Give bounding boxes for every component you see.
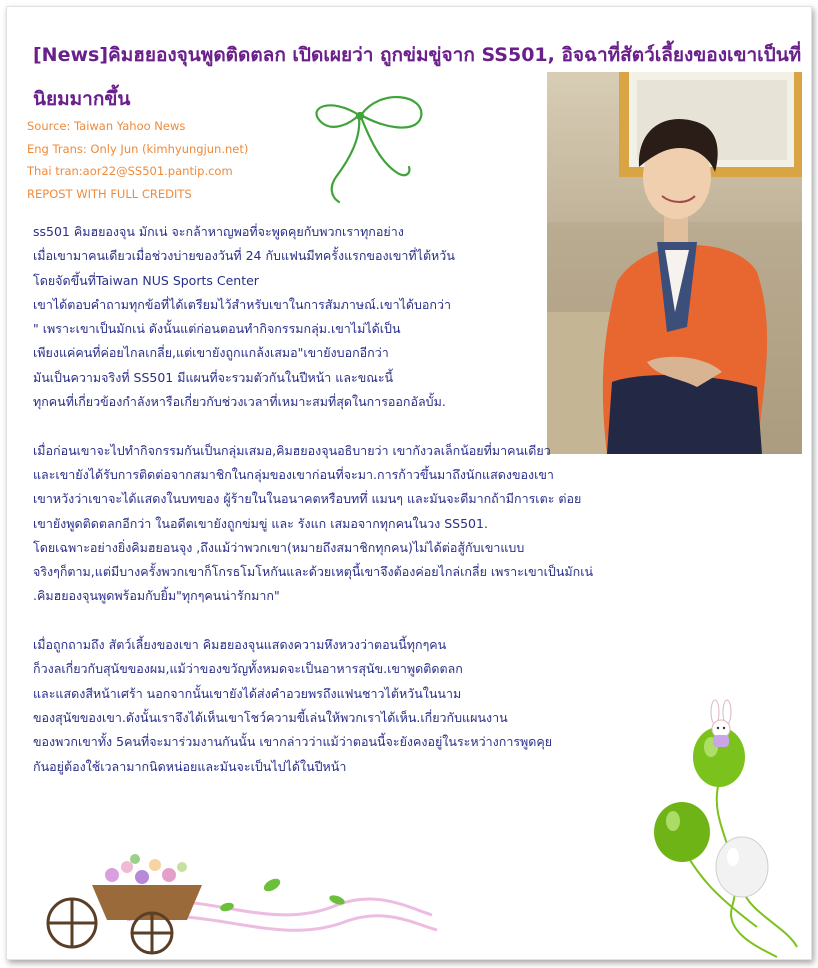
flower-icons [105, 854, 187, 884]
article-body [33, 220, 693, 779]
paragraph-3 [33, 633, 693, 779]
credit-source: Source: Taiwan Yahoo News [27, 119, 186, 133]
text-line: จริงๆก็ตาม,แต่มีบางครั้งพวกเขาก็โกรธโมโหกันและด้วยเหตุนี้เขาจึงต้องค่อยไกล่เกลี่ย เพราะเขาเป็นมักเน่ [33, 564, 594, 580]
text-line: " เพราะเขาเป็นมักเน่ ดังนั้นแต่ก่อนตอนทำกิจกรรมกลุ่ม.เขาไม่ได้เป็น [33, 321, 401, 337]
paragraph-2 [33, 439, 693, 609]
text-line: เมื่อเขามาคนเดียวเมื่อช่วงบ่ายของวันที่ 24 กับแฟนมีทครั้งแรกของเขาที่ไต้หวัน [33, 248, 455, 264]
text-line: เมื่อก่อนเขาจะไปทำกิจกรรมกันเป็นกลุ่มเสมอ,คิมฮยองจุนอธิบายว่า เขากังวลเล็กน้อยที่มาคนเดียว [33, 442, 551, 458]
text-line: .คิมฮยองจุนพูดพร้อมกับยิ้ม"ทุกๆคนน่ารักมาก" [33, 588, 280, 604]
bunny-icon [711, 700, 731, 747]
paragraph-gap [33, 609, 693, 633]
text-line: ของพวกเขาทั้ง 5คนที่จะมาร่วมงานกันนั้น เขากล่าวว่าแม้ว่าตอนนี้จะยังคงอยู่ในระหว่างการพูดคุย [33, 734, 553, 750]
text-line: และแสดงสีหน้าเศร้า นอกจากนั้นเขายังได้ส่งคำอวยพรถึงแฟนชาวไต้หวันในนาม [33, 685, 462, 701]
article-page [6, 6, 812, 960]
credits-block [27, 115, 248, 205]
text-line: โดยจัดขึ้นที่Taiwan NUS Sports Center [33, 272, 259, 288]
text-line: และเขายังได้รับการติดต่อจากสมาชิกในกลุ่มของเขาก่อนที่จะมา.การก้าวขึ้นมาถึงนักแสดงของเขา [33, 466, 554, 482]
paragraph-gap [33, 414, 693, 438]
text-line: มันเป็นความจริงที่ SS501 มีแผนที่จะรวมตัวกันในปีหน้า และขณะนี้ [33, 369, 394, 385]
text-line: เขาหวังว่าเขาจะได้แสดงในบทของ ผู้ร้ายในในอนาคตหรือบททึ่ แมนๆ และมันจะดีมากถ้ามีการเตะ ต่อย [33, 491, 582, 507]
green-ribbon-bow-icon [301, 77, 441, 207]
text-line: ss501 คิมฮยองจุน มักเน่ จะกล้าหาญพอที่จะพูดคุยกับพวกเราทุกอย่าง [33, 224, 404, 239]
credit-repost-notice: REPOST WITH FULL CREDITS [27, 186, 192, 201]
text-line: ก็วงลเกี่ยวกับสุนัขของผม,แม้ว่าของขวัญทั้งหมดจะเป็นอาหารสุนัข.เขาพูดติดตลก [33, 661, 463, 677]
flower-cart-illustration [37, 845, 447, 960]
text-line: เพียงแค่คนที่ค่อยไกลเกลี่ย,แต่เขายังถูกแกล้งเสมอ"เขายังบอกอีกว่า [33, 345, 389, 361]
text-line: กันอยู่ต้องใช้เวลามากนิดหน่อยและมันจะเป็นไปได้ในปีหน้า [33, 758, 347, 774]
text-line: เขายังพูดติดตลกอีกว่า ในอดีตเขายังถูกข่มขู่ และ รังแก เสมอจากทุกคนในวง SS501. [33, 515, 488, 531]
white-balloon-icon [716, 837, 768, 897]
text-line: โดยเฉพาะอย่างยิ่งคิมฮยอนจุง ,ถึงแม้ว่าพวกเขา(หมายถึงสมาชิกทุกคน)ไม่ได้ต่อสู้กับเขาแบบ [33, 539, 525, 555]
green-balloon-icon [654, 802, 710, 862]
text-line: ของสุนัขของเขา.ดังนั้นเราจึงได้เห็นเขาโชว์ความขี้เล่นให้พวกเราได้เห็น.เกี่ยวกับแผนงาน [33, 709, 508, 725]
balloons-bunny-illustration [637, 697, 817, 962]
credit-thai-trans: Thai tran:aor22@SS501.pantip.com [27, 164, 233, 178]
credit-eng-trans: Eng Trans: Only Jun (kimhyungjun.net) [27, 141, 249, 156]
text-line: เขาได้ตอบคำถามทุกข้อที่ได้เตรียมไว้สำหรับเขาในการสัมภาษณ์.เขาได้บอกว่า [33, 296, 452, 312]
article-title: [News]คิมฮยองจุนพูดติดตลก เปิดเผยว่า ถูกข่มขู่จาก SS501, อิจฉาที่สัตว์เลี้ยงของเขาเป็นที่นิยมมากขึ้น [33, 44, 802, 110]
paragraph-1 [33, 220, 693, 414]
text-line: ทุกคนที่เกี่ยวข้องกำลังหารือเกี่ยวกับช่วงเวลาที่เหมาะสมที่สุดในการออกอัลบั้ม. [33, 394, 446, 410]
text-line: เมื่อถูกถามถึง สัตว์เลี้ยงของเขา คิมฮยองจุนแสดงความหึงหวงว่าตอนนี้ทุกๆคน [33, 637, 447, 653]
